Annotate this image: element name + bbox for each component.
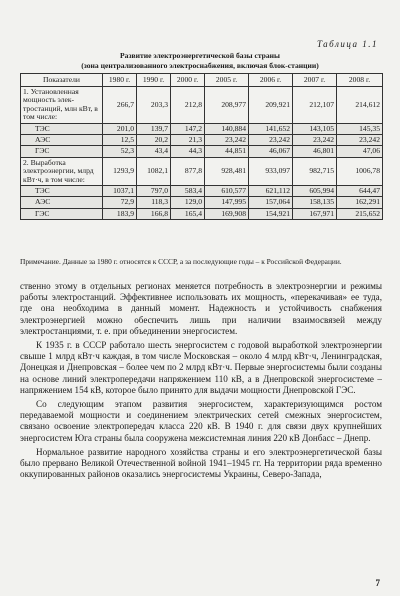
table-header-row [21,74,383,87]
table-cell: 877,8 [171,157,205,185]
table-cell: 605,994 [293,186,337,197]
table-cell: 266,7 [103,87,137,124]
table-cell: 20,2 [137,135,171,146]
table-cell: 1037,1 [103,186,137,197]
table-body [21,87,383,220]
table-cell: 644,47 [337,186,383,197]
table-cell: 141,652 [249,123,293,134]
table-header-cell: 2007 г. [293,74,337,87]
table-cell: 23,242 [337,135,383,146]
table-cell: 1006,78 [337,157,383,185]
caption-line-1: Развитие электроэнергетической базы страны [120,51,280,60]
table-number: Таблица 1.1 [316,39,378,49]
row-label: АЭС [21,197,103,208]
table-cell: 158,135 [293,197,337,208]
table-cell: 157,064 [249,197,293,208]
table-cell: 928,481 [205,157,249,185]
table-row [21,87,383,124]
table-cell: 129,0 [171,197,205,208]
table-cell: 167,971 [293,208,337,219]
table-header-cell: 1990 г. [137,74,171,87]
table-cell: 215,652 [337,208,383,219]
table-cell: 21,3 [171,135,205,146]
caption-line-2: (зона централизованного электроснабжения, включая блок-станции) [81,60,319,70]
table-cell: 166,8 [137,208,171,219]
table-cell: 43,4 [137,146,171,157]
row-label: 1. Установленная мощность элек-тростанций, млн кВт, в том числе: [21,87,103,124]
table-cell: 147,2 [171,123,205,134]
table-header-cell: 2006 г. [249,74,293,87]
table-cell: 23,242 [249,135,293,146]
table-cell: 165,4 [171,208,205,219]
table-cell: 23,242 [293,135,337,146]
row-label: 2. Выработка электроэнергии, млрд кВт·ч, в том числе: [21,157,103,185]
table-note: Примечание. Данные за 1980 г. относятся к СССР, а за последующие годы – к Российской Федерации. [20,257,342,266]
body-text [20,281,382,480]
table-cell: 583,4 [171,186,205,197]
row-label: ТЭС [21,186,103,197]
row-label: ГЭС [21,146,103,157]
table-cell: 46,801 [293,146,337,157]
table-cell: 46,067 [249,146,293,157]
paragraph: К 1935 г. в СССР работало шесть энергосистем с годовой выработкой электроэнергии свыше 1 млрд кВт·ч каждая, в том числе Московская – около 4 млрд кВт·ч, Ленинградская, Донецкая и Днепровская – более чем по 2 млрд кВт·ч. Первые энергосистемы были созданы на основе линий электропередачи напряжением 110 кВ, а в Днепровской энергосистеме – напряжением 154 кВ, которое было принято для выдачи мощности Днепровской ГЭС. [20,340,382,395]
row-label: ГЭС [21,208,103,219]
table-cell: 12,5 [103,135,137,146]
page-number: 7 [375,578,380,588]
table-cell: 203,3 [137,87,171,124]
paragraph: Нормальное развитие народного хозяйства страны и его электроэнергетической базы было прервано Великой Отечественной войной 1941–1945 гг. На территории ряда временно оккупированных районов оказались энергосистемы Украины, Северо-Запада, [20,446,382,480]
table-header-cell: 2000 г. [171,74,205,87]
paragraph: Со следующим этапом развития энергосистем, характеризующимся ростом передаваемой мощности и соединением электрических сетей смежных энергосистем, связано освоение электропередач класса 220 кВ. В 1940 г. для связи двух крупнейших энергосистем Юга страны была сооружена межсистемная линия 220 кВ Донбасс – Днепр. [20,399,382,443]
table-row [21,208,383,219]
table-cell: 212,107 [293,87,337,124]
table-cell: 169,908 [205,208,249,219]
table-cell: 52,3 [103,146,137,157]
table-cell: 147,995 [205,197,249,208]
row-label: ТЭС [21,123,103,134]
table-cell: 143,105 [293,123,337,134]
table-header-cell: 1980 г. [103,74,137,87]
table-cell: 797,0 [137,186,171,197]
row-label: АЭС [21,135,103,146]
table-header-cell: 2008 г. [337,74,383,87]
table-cell: 933,097 [249,157,293,185]
table-cell: 212,8 [171,87,205,124]
table-cell: 44,3 [171,146,205,157]
paragraph: ственно этому в отдельных регионах меняется потребность в электроэнергии и режимы работы электростанций. Эффективнее использовать их мощность, «перекачивая» ее туда, где она необходима в данный момент. Надежность и устойчивость снабжения электроэнергией можно обеспечить лишь при наличии взаимосвязей между электростанциями, т. е. при объединении энергосистем. [20,281,382,336]
table-cell: 47,06 [337,146,383,157]
table-cell: 154,921 [249,208,293,219]
table-cell: 162,291 [337,197,383,208]
table-header-cell: 2005 г. [205,74,249,87]
table-row [21,197,383,208]
table-caption [20,51,380,70]
table-cell: 621,112 [249,186,293,197]
table-row [21,123,383,134]
table-cell: 139,7 [137,123,171,134]
table-cell: 1082,1 [137,157,171,185]
table-cell: 610,577 [205,186,249,197]
table-cell: 118,3 [137,197,171,208]
table-cell: 145,35 [337,123,383,134]
table-cell: 208,977 [205,87,249,124]
table-cell: 1293,9 [103,157,137,185]
table-cell: 23,242 [205,135,249,146]
table-cell: 140,884 [205,123,249,134]
table-cell: 44,851 [205,146,249,157]
table-cell: 209,921 [249,87,293,124]
table-cell: 214,612 [337,87,383,124]
table-row [21,186,383,197]
table-row [21,135,383,146]
table-cell: 183,9 [103,208,137,219]
table-cell: 201,0 [103,123,137,134]
table-cell: 72,9 [103,197,137,208]
table-row [21,157,383,185]
table-row [21,146,383,157]
energy-table [20,73,383,220]
table-cell: 982,715 [293,157,337,185]
table-header-cell: Показатели [21,74,103,87]
